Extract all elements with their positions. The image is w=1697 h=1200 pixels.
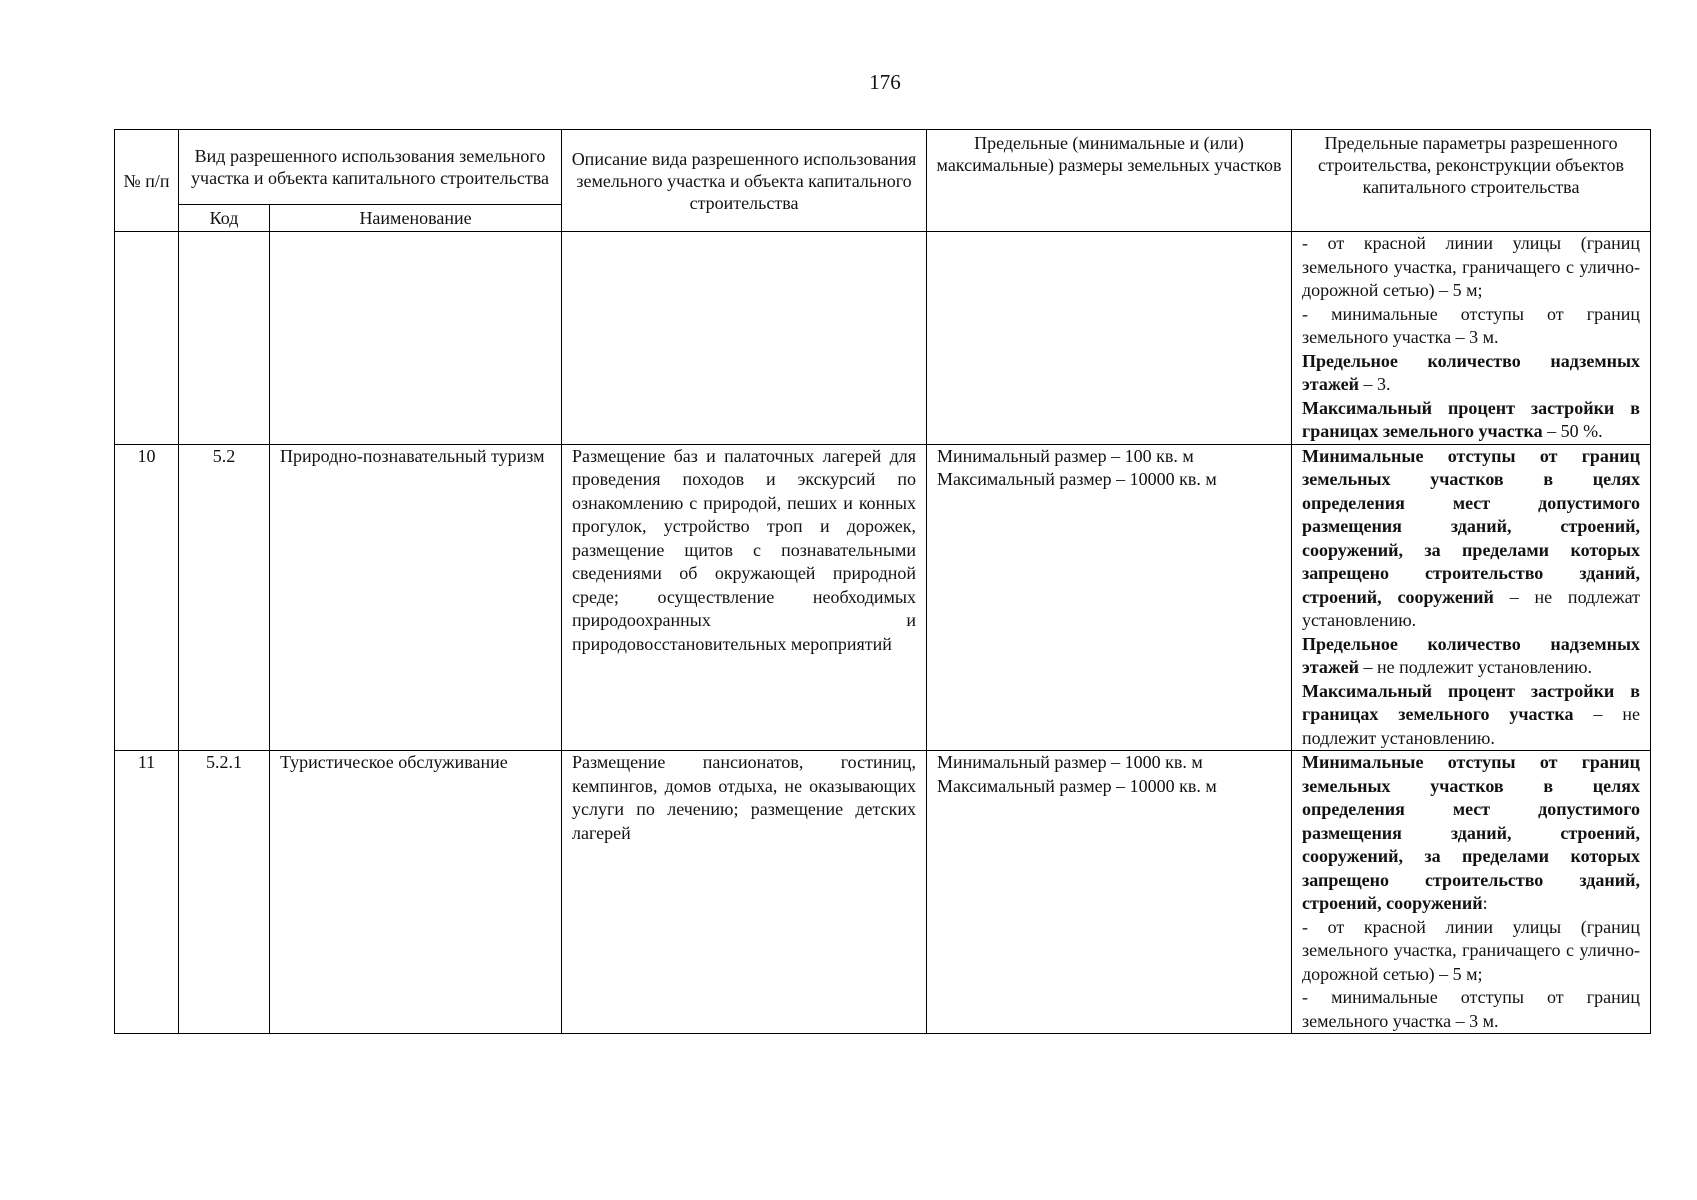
cell-name: Природно-познавательный туризм — [270, 444, 562, 751]
table-row — [115, 751, 1651, 1034]
cell-parameters — [1292, 232, 1651, 445]
size-max: Максимальный размер – 10000 кв. м — [937, 469, 1217, 489]
param-text: - от красной линии улицы (границ земельного участка, граничащего с улично-дорожной сетью) – 5 м; — [1302, 916, 1641, 984]
size-max: Максимальный размер – 10000 кв. м — [937, 775, 1217, 796]
param-text: - от красной линии улицы (границ земельного участка, граничащего с улично-дорожной сетью) – 5 м; — [1302, 233, 1641, 300]
cell-code: 5.2.1 — [179, 751, 270, 1034]
header-code: Код — [179, 205, 270, 232]
cell-name — [270, 232, 562, 445]
header-sizes: Предельные (минимальные и (или) максимальные) размеры земельных участков — [927, 130, 1292, 232]
param-text: Предельное количество надземных этажей – 3. — [1302, 350, 1641, 394]
cell-parameters — [1292, 751, 1651, 1034]
page-number: 176 — [869, 70, 901, 94]
param-text: - минимальные отступы от границ земельного участка – 3 м. — [1302, 303, 1641, 347]
param-text: Минимальные отступы от границ земельных участков в целях определения мест допустимого размещения зданий, строений, сооружений, за пределами которых запрещено строительство зданий, строений, сооружений: — [1302, 752, 1641, 913]
table-row — [115, 444, 1651, 751]
cell-code — [179, 232, 270, 445]
param-text: - минимальные отступы от границ земельного участка – 3 м. — [1302, 987, 1641, 1031]
table-row — [115, 232, 1651, 445]
param-text: Минимальные отступы от границ земельных участков в целях определения мест допустимого размещения зданий, строений, сооружений, за пределами которых запрещено строительство зданий, строений, сооружений – не подлежат установлению. — [1302, 445, 1641, 630]
header-vid-group: Вид разрешенного использования земельного участка и объекта капитального строительства — [179, 130, 562, 205]
size-min: Минимальный размер – 1000 кв. м — [937, 752, 1203, 772]
cell-sizes — [927, 751, 1292, 1034]
cell-code: 5.2 — [179, 444, 270, 751]
header-num: № п/п — [115, 130, 179, 232]
cell-parameters — [1292, 444, 1651, 751]
cell-name: Туристическое обслуживание — [270, 751, 562, 1034]
cell-description — [562, 232, 927, 445]
size-min: Минимальный размер – 100 кв. м — [937, 445, 1194, 466]
cell-description: Размещение пансионатов, гостиниц, кемпингов, домов отдыха, не оказывающих услуги по лечению; размещение детских лагерей — [562, 751, 927, 1034]
cell-sizes — [927, 232, 1292, 445]
param-text: Предельное количество надземных этажей – не подлежит установлению. — [1302, 633, 1641, 677]
header-description: Описание вида разрешенного использования земельного участка и объекта капитального строительства — [562, 130, 927, 232]
cell-num: 11 — [115, 751, 179, 1034]
cell-num — [115, 232, 179, 445]
cell-num: 10 — [115, 444, 179, 751]
param-text: Максимальный процент застройки в границах земельного участка – не подлежит установлению. — [1302, 680, 1641, 748]
param-text: Максимальный процент застройки в границах земельного участка – 50 %. — [1302, 397, 1641, 441]
land-use-table — [114, 129, 1651, 1034]
cell-description: Размещение баз и палаточных лагерей для проведения походов и экскурсий по ознакомлению с природой, пеших и конных прогулок, устройство троп и дорожек, размещение щитов с познавательными сведениями об окружающей природной среде; осуществление необходимых природоохранных и природовосстановительных мероприятий — [562, 444, 927, 751]
header-name: Наименование — [270, 205, 562, 232]
header-parameters: Предельные параметры разрешенного строительства, реконструкции объектов капитального строительства — [1292, 130, 1651, 232]
cell-sizes — [927, 444, 1292, 751]
